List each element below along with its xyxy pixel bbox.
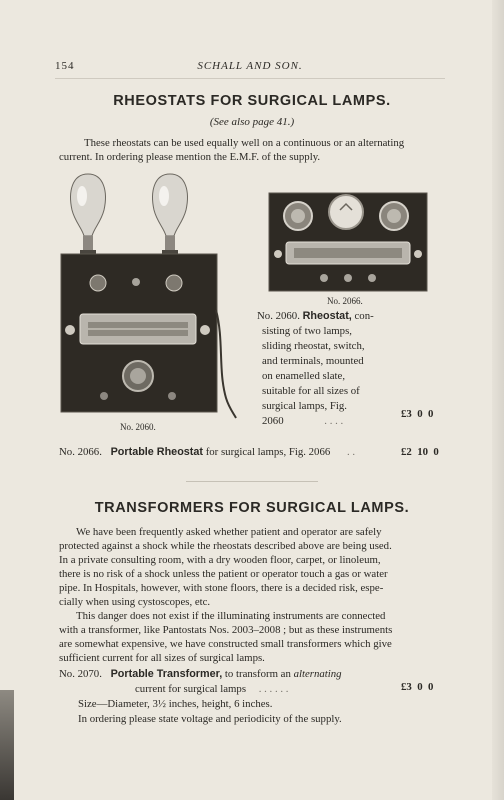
fig-2060-caption: No. 2060.: [120, 422, 156, 432]
item-2060-line-6: suitable for all sizes of: [262, 385, 360, 397]
item-2070-price: £3 0 0: [401, 681, 434, 693]
running-head: [55, 60, 445, 79]
rheostat-2060-illustration: [58, 170, 238, 420]
section-divider: [186, 481, 318, 482]
para1-line-2: protected against a shock while the rheostats described above are being used.: [59, 540, 392, 552]
order-note: In ordering please state voltage and periodicity of the supply.: [78, 713, 342, 725]
size-line: Size—Diameter, 3½ inches, height, 6 inches.: [78, 698, 273, 710]
item-2060-line-7: surgical lamps, Fig.: [262, 400, 347, 412]
item-2060-line-5: on enamelled slate,: [262, 370, 346, 382]
binding-shadow: [0, 690, 14, 800]
para2-line-2: with a transformer, like Pantostats Nos. 2003–2008 ; but as these instruments: [59, 624, 393, 636]
section-title-rheostats: RHEOSTATS FOR SURGICAL LAMPS.: [113, 93, 391, 109]
section-title-transformers: TRANSFORMERS FOR SURGICAL LAMPS.: [94, 500, 410, 516]
item-2070-line-1: No. 2070. Portable Transformer, to transform an alternating: [59, 668, 342, 680]
para1-line-4: there is no risk of a shock unless the patient or operator touch a gas or water: [59, 568, 388, 580]
item-2070-line-2: current for surgical lamps . . . . . .: [135, 683, 289, 695]
item-2060-line-4: and terminals, mounted: [262, 355, 364, 367]
para1-line-6: cially when using cystoscopes, etc.: [59, 596, 211, 608]
fig-2066-caption: No. 2066.: [327, 296, 363, 306]
intro-line-2: current. In ordering please mention the E.M.F. of the supply.: [59, 151, 321, 163]
para2-line-1: This danger does not exist if the illuminating instruments are connected: [76, 610, 386, 622]
item-2060-line-1: No. 2060. Rheostat, con-: [257, 310, 374, 322]
see-also-note: (See also page 41.): [209, 116, 295, 128]
para1-line-5: pipe. In Hospitals, however, with stone floors, there is a decided risk, espe-: [59, 582, 384, 594]
para1-line-3: In a private consulting room, with a dry wooden floor, carpet, or linoleum,: [59, 554, 381, 566]
intro-line-1: These rheostats can be used equally well on a continuous or an alternating: [84, 137, 405, 149]
publisher-name: SCHALL AND SON.: [197, 60, 303, 72]
rheostat-2066-illustration: [268, 192, 428, 292]
item-2060-price: £3 0 0: [401, 408, 434, 420]
item-2060-line-2: sisting of two lamps,: [262, 325, 352, 337]
para2-line-4: sufficient current for all sizes of surgical lamps.: [59, 652, 265, 664]
item-2066-line: No. 2066. Portable Rheostat for surgical lamps, Fig. 2066 . .: [59, 446, 356, 458]
item-2066-price: £2 10 0: [401, 446, 439, 458]
page-number: 154: [55, 60, 75, 72]
item-2060-line-8: 2060 . . . .: [262, 415, 344, 427]
para2-line-3: are somewhat expensive, we have constructed small transformers which give: [59, 638, 392, 650]
para1-line-1: We have been frequently asked whether patient and operator are safely: [76, 526, 382, 538]
item-2060-line-3: sliding rheostat, switch,: [262, 340, 365, 352]
